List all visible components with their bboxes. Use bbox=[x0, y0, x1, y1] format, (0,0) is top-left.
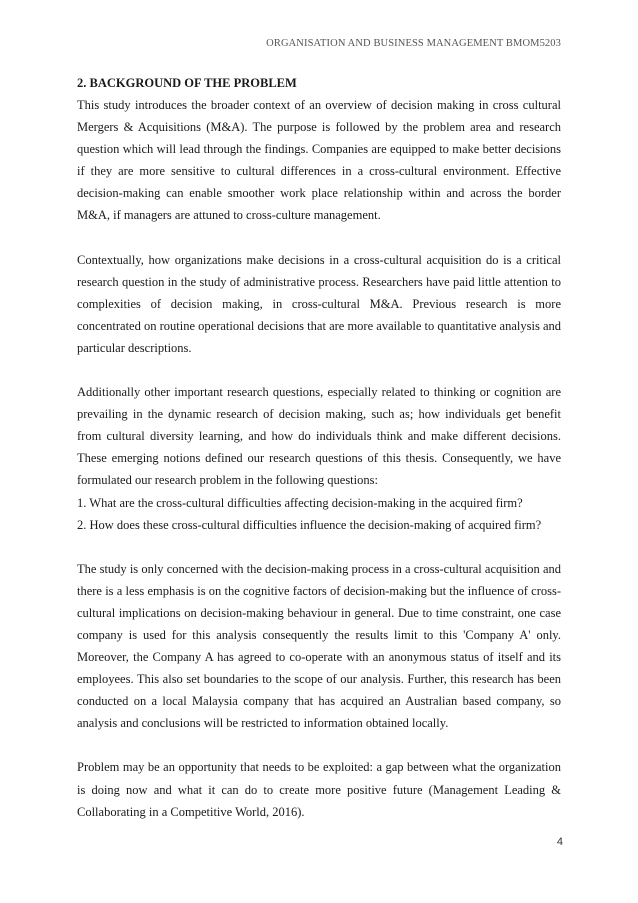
research-question-1: 1. What are the cross-cultural difficulties affecting decision-making in the acquired firm? bbox=[77, 495, 523, 510]
document-body bbox=[77, 72, 561, 823]
paragraph-problem-definition: Problem may be an opportunity that needs to be exploited: a gap between what the organization is doing now and what it can do to create more positive future (Management Leading & Collaborating in a Competitive World, 2016). bbox=[77, 760, 561, 819]
paragraph-research-questions: Additionally other important research questions, especially related to thinking or cognition are prevailing in the dynamic research of decision making, such as; how individuals get benefit from cultural diversity learning, and how do individuals think and make different decisions. These emerging notions defined our research questions of this thesis. Consequently, we have formulated our research problem in the following questions: bbox=[77, 385, 561, 488]
paragraph-scope: The study is only concerned with the decision-making process in a cross-cultural acquisition and there is a less emphasis is on the cognitive factors of decision-making but the influence of cross-cultural implications on decision-making behaviour in general. Due to time constraint, one case company is used for this analysis consequently the results limit to this 'Company A' only. Moreover, the Company A has agreed to co-operate with an anonymous status of itself and its employees. This also set boundaries to the scope of our analysis. Further, this research has been conducted on a local Malaysia company that has acquired an Australian based company, so analysis and conclusions will be restricted to information obtained locally. bbox=[77, 561, 561, 731]
page-number: 4 bbox=[556, 836, 563, 848]
paragraph-spacer bbox=[77, 227, 561, 249]
paragraph-context: Contextually, how organizations make decisions in a cross-cultural acquisition do is a critical research question in the study of administrative process. Researchers have paid little attention to complexities of decision making, in cross-cultural M&A. Previous research is more concentrated on routine operational decisions that are more available to quantitative analysis and particular descriptions. bbox=[77, 252, 561, 355]
paragraph-spacer bbox=[77, 359, 561, 381]
paragraph-intro: This study introduces the broader context of an overview of decision making in cross cultural Mergers & Acquisitions (M&A). The purpose is followed by the problem area and research question which will lead through the findings. Companies are equipped to make better decisions if they are more sensitive to cultural differences in a cross-cultural environment. Effective decision-making can enable smoother work place relationship within and across the border M&A, if managers are attuned to cross-culture management. bbox=[77, 98, 561, 223]
section-heading: 2. BACKGROUND OF THE PROBLEM bbox=[77, 76, 297, 90]
running-header: ORGANISATION AND BUSINESS MANAGEMENT BMOM5203 bbox=[266, 38, 561, 49]
paragraph-spacer bbox=[77, 536, 561, 558]
research-question-2: 2. How does these cross-cultural difficulties influence the decision-making of acquired firm? bbox=[77, 517, 542, 532]
paragraph-spacer bbox=[77, 734, 561, 756]
